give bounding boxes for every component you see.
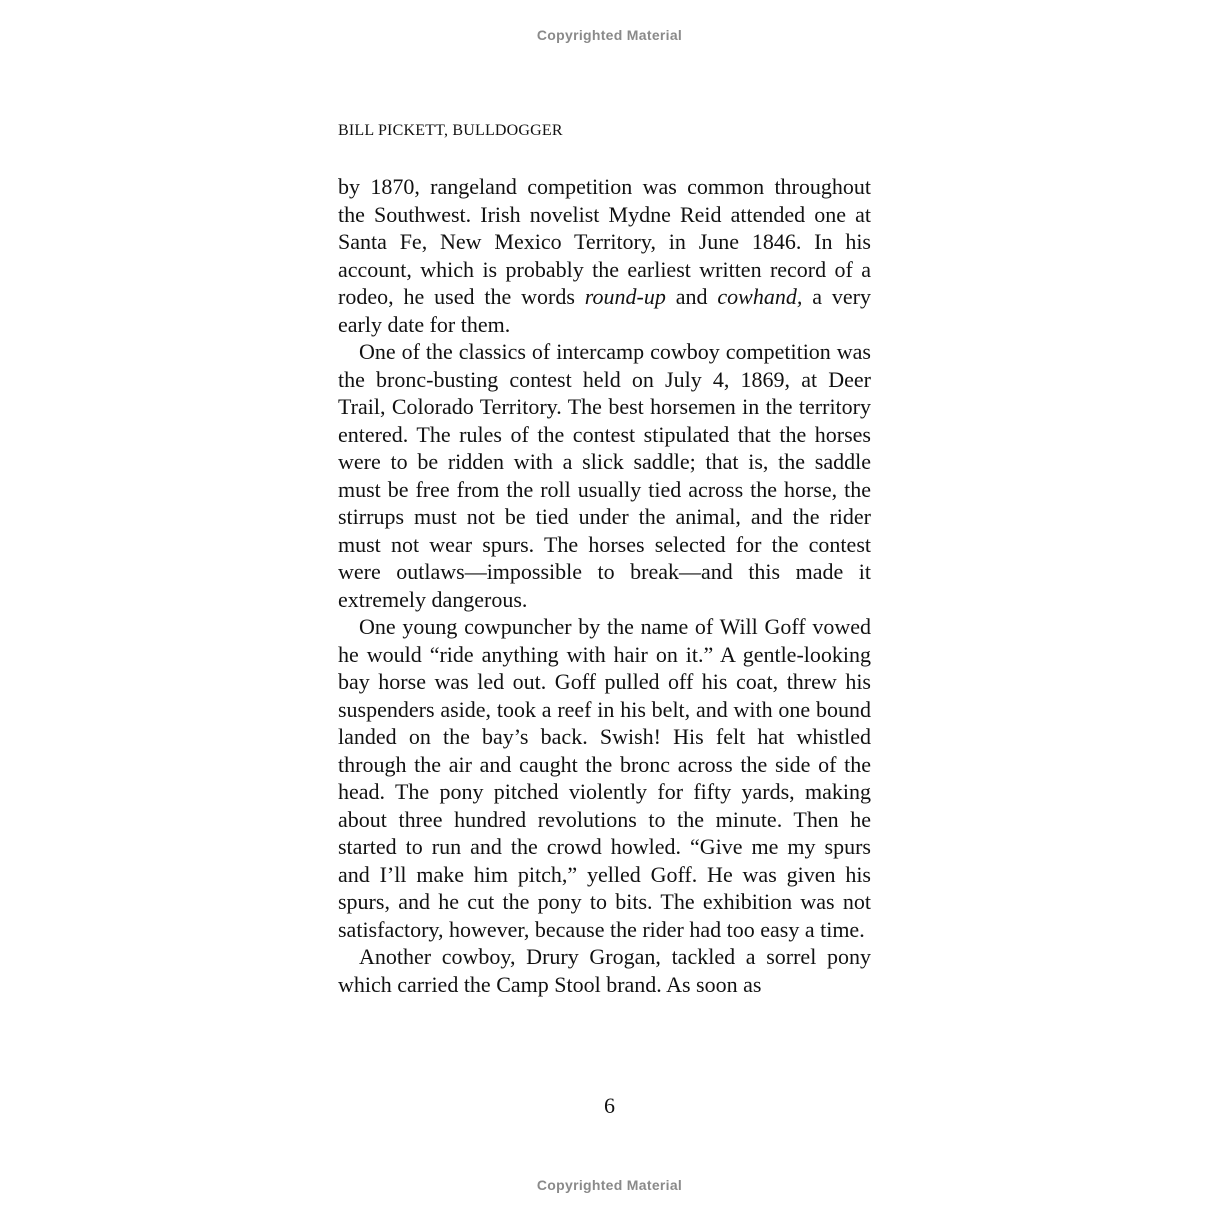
paragraph-3: One young cowpuncher by the name of Will Goff vowed he would “ride anything with hair on it.” A gentle-looking bay horse was led out. Goff pulled off his coat, threw his suspenders aside, took a reef in his belt, and with one bound landed on the bay’s back. Swish! His felt hat whistled through the air and caught the bronc across the side of the head. The pony pitched violently for fifty yards, making about three hundred revolutions to the minute. Then he started to run and the crowd howled. “Give me my spurs and I’ll make him pitch,” yelled Goff. He was given his spurs, and he cut the pony to bits. The exhibition was not satisfactory, however, because the rider had too easy a time. [338, 614, 871, 942]
copyright-watermark-top: Copyrighted Material [536, 27, 683, 43]
paragraph-1 [338, 173, 871, 338]
running-head: BILL PICKETT, BULLDOGGER [338, 122, 563, 139]
paragraph-2: One of the classics of intercamp cowboy competition was the bronc-busting contest held on July 4, 1869, at Deer Trail, Colorado Territory. The best horsemen in the territory entered. The rules of the contest stipulated that the horses were to be ridden with a slick saddle; that is, the saddle must be free from the roll usually tied across the horse, the stirrups must not be tied under the animal, and the rider must not wear spurs. The horses selected for the contest were outlaws—impossible to break—and this made it extremely dangerous. [338, 339, 871, 612]
page-number: 6 [604, 1093, 615, 1118]
paragraph-1-text-c: a very early date for them. [338, 284, 871, 337]
copyright-watermark-bottom: Copyrighted Material [536, 1177, 683, 1193]
paragraph-1-text-b: and [665, 284, 718, 309]
paragraph-1-italic-cowhand: cowhand, [717, 284, 803, 309]
body-text [338, 173, 871, 998]
paragraph-1-italic-round-up: round-up [584, 284, 666, 309]
paragraph-4: Another cowboy, Drury Grogan, tackled a sorrel pony which carried the Camp Stool brand. As soon as [338, 944, 871, 997]
paragraph-1-text-a: by 1870, rangeland competition was common throughout the Southwest. Irish novelist Mydne Reid attended one at Santa Fe, New Mexico Territory, in June 1846. In his account, which is probably the earliest written record of a rodeo, he used the words [338, 174, 871, 309]
